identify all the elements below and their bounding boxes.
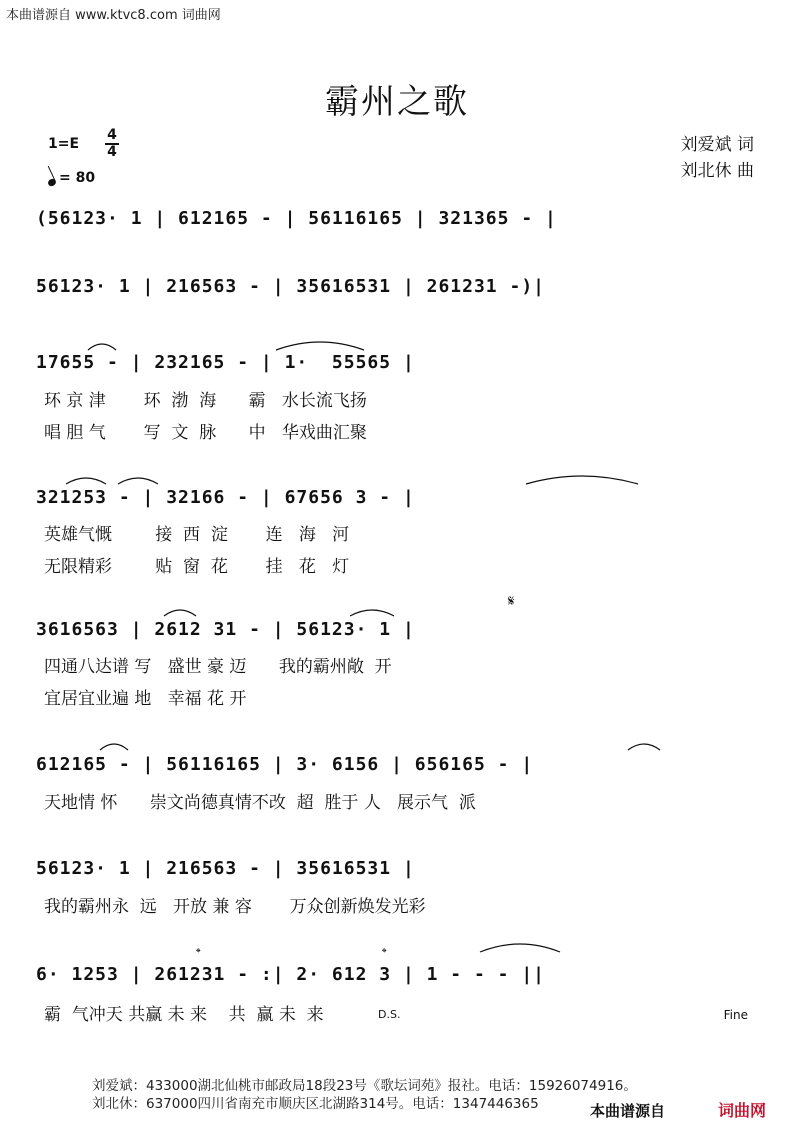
- song-title: 霸州之歌: [325, 82, 469, 122]
- lyric-line-6: 天地情 怀 崇文尚德真情不改 超 胜于 人 展示气 派: [44, 793, 476, 813]
- segno-icon: 𝄋: [508, 592, 515, 610]
- footer-lyricist-contact: 刘爱斌：433000湖北仙桃市邮政局18段23号《歌坛词苑》报社。电话：15926074916。: [92, 1078, 637, 1094]
- tempo-value: = 80: [59, 170, 96, 186]
- lyric-line-3b: 唱 胆 气 写 文 脉 中 华戏曲汇聚: [44, 423, 367, 443]
- brand-logo: 词曲网: [718, 1101, 767, 1120]
- score-line-5: 3616563 | 2612 31 - | 56123· 1 |: [36, 619, 415, 640]
- lyricist-credit: 刘爱斌 词: [680, 135, 754, 155]
- score-line-1: (56123· 1 | 612165 - | 56116165 | 321365 - |: [36, 208, 557, 229]
- lyric-line-3a: 环 京 津 环 渤 海 霸 水长流飞扬: [44, 391, 367, 411]
- tempo-marking: [48, 170, 95, 186]
- score-line-3: 17655 - | 232165 - | 1· 55565 |: [36, 352, 415, 373]
- time-signature: [104, 128, 120, 160]
- score-line-2: 56123· 1 | 216563 - | 35616531 | 261231 -)|: [36, 276, 545, 297]
- lyric-line-4b: 无限精彩 贴 窗 花 挂 花 灯: [44, 557, 350, 577]
- ds-marking: D.S.: [378, 1008, 401, 1021]
- composer-credit: 刘北休 曲: [680, 161, 754, 181]
- lyric-line-7: 我的霸州永 远 开放 兼 容 万众创新焕发光彩: [44, 897, 426, 917]
- coda-icon: 𝄌: [382, 946, 387, 961]
- quarter-note-icon: [47, 178, 57, 188]
- score-line-7: 56123· 1 | 216563 - | 35616531 |: [36, 858, 415, 879]
- meter-bottom: 4: [107, 144, 117, 160]
- lyric-line-8: 霸 气冲天 共赢 未 来 共 赢 未 来: [44, 1005, 324, 1025]
- brand-source-text: 本曲谱源自: [590, 1102, 666, 1120]
- footer-composer-contact: 刘北休：637000四川省南充市顺庆区北湖路314号。电话：1347446365: [92, 1096, 539, 1112]
- fine-marking: Fine: [723, 1008, 748, 1022]
- lyric-line-5b: 宜居宜业遍 地 幸福 花 开: [44, 689, 247, 709]
- coda-icon: 𝄌: [196, 946, 201, 961]
- lyric-line-5a: 四通八达谱 写 盛世 豪 迈 我的霸州敞 开: [44, 657, 392, 677]
- key-signature: 1=E: [48, 136, 80, 152]
- meter-top: 4: [107, 127, 117, 143]
- score-line-6: 612165 - | 56116165 | 3· 6156 | 656165 - |: [36, 754, 534, 775]
- lyric-line-4a: 英雄气慨 接 西 淀 连 海 河: [44, 525, 350, 545]
- score-line-8: 6· 1253 | 261231 - :| 2· 612 3 | 1 - - - ||: [36, 964, 545, 985]
- score-line-4: 321253 - | 32166 - | 67656 3 - |: [36, 487, 415, 508]
- watermark-text: 本曲谱源自 www.ktvc8.com 词曲网: [6, 8, 221, 23]
